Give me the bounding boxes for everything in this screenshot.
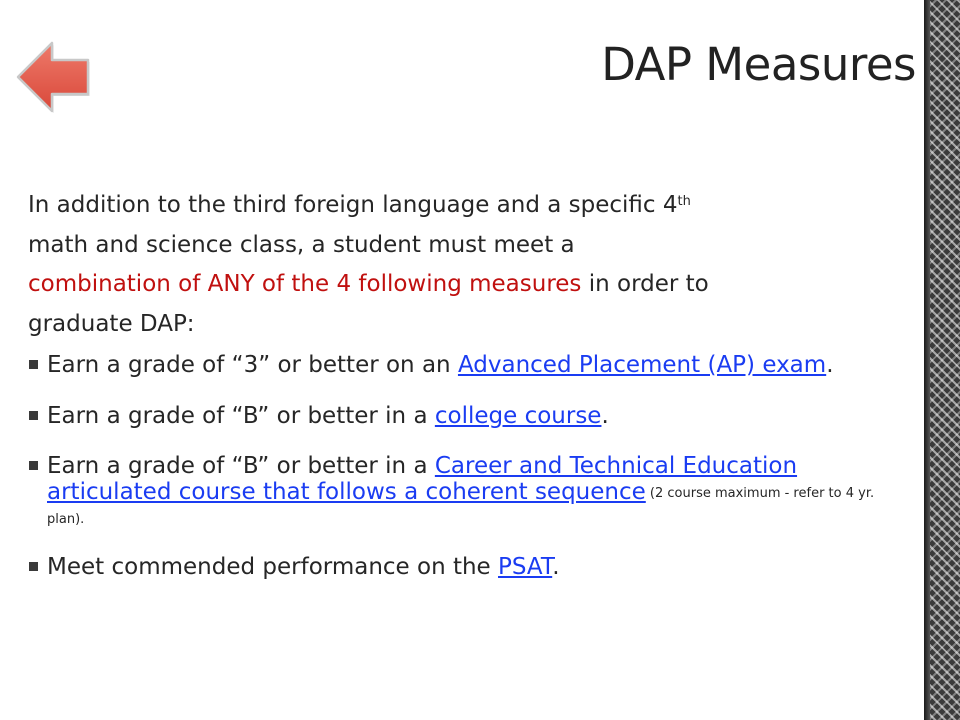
bullet-text: Earn a grade of “3” or better on an (47, 352, 458, 378)
back-arrow-icon (14, 38, 92, 116)
measure-psat (28, 554, 908, 580)
bullet-square-icon (29, 360, 38, 369)
bullet-text: Earn a grade of “B” or better in a (47, 453, 435, 479)
bullet-suffix: . (552, 554, 560, 580)
intro-line3-rest: in order to (581, 271, 709, 297)
measures-list (28, 352, 908, 580)
bullet-note: (2 course maximum - refer to 4 yr. plan). (47, 486, 875, 527)
college-course-link[interactable]: college course (434, 403, 602, 429)
measure-cte-course (28, 453, 908, 531)
intro-line2: math and science class, a student must meet a (28, 231, 575, 258)
intro-highlight: combination of ANY of the 4 following measures (28, 271, 582, 297)
measure-ap-exam (28, 352, 908, 378)
bullet-text: Meet commended performance on the (47, 554, 499, 580)
bullet-square-icon (29, 461, 38, 470)
bullet-suffix: . (826, 352, 834, 378)
bullet-suffix: . (601, 403, 609, 429)
intro-line1: In addition to the third foreign language and a specific 4 (28, 192, 678, 218)
intro-superscript: th (677, 194, 691, 209)
bullet-square-icon (29, 562, 38, 571)
intro-paragraph (28, 186, 828, 344)
intro-line4: graduate DAP: (28, 310, 195, 337)
decorative-border (924, 0, 960, 720)
bullet-square-icon (29, 411, 38, 420)
cte-course-link[interactable]: Career and Technical Education articulated course that follows a coherent sequence (47, 453, 798, 505)
ap-exam-link[interactable]: Advanced Placement (AP) exam (457, 352, 827, 378)
bullet-text: Earn a grade of “B” or better in a (47, 403, 435, 429)
psat-link[interactable]: PSAT (498, 554, 553, 580)
back-button[interactable] (14, 38, 92, 116)
slide-title: DAP Measures (601, 38, 916, 91)
measure-college-course (28, 403, 908, 429)
